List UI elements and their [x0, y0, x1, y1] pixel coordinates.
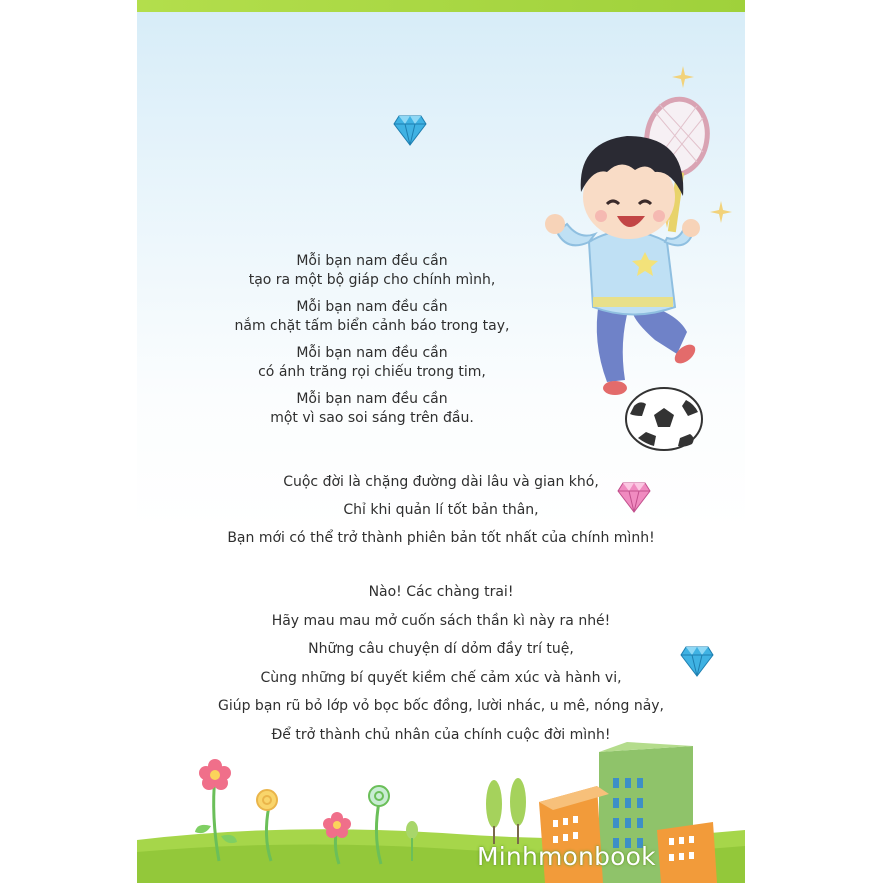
poem-line: Mỗi bạn nam đều cần	[296, 391, 448, 407]
book-page	[137, 0, 745, 883]
poem-line: nắm chặt tấm biển cảnh báo trong tay,	[234, 318, 510, 334]
top-green-border	[137, 0, 745, 12]
poem-stanza-3	[137, 578, 745, 749]
trees	[482, 776, 532, 846]
watermark-brand: Minhmonbook	[477, 842, 656, 871]
poem-line: Những câu chuyện dí dỏm đầy trí tuệ,	[308, 641, 574, 657]
diamond-icon	[680, 645, 714, 677]
poem-line: Để trở thành chủ nhân của chính cuộc đời mình!	[271, 726, 611, 743]
poem-line: Giúp bạn rũ bỏ lớp vỏ bọc bốc đồng, lười nhác, u mê, nóng nảy,	[217, 698, 665, 714]
poem-line: Chỉ khi quản lí tốt bản thân,	[343, 502, 539, 518]
poem-line: Cuộc đời là chặng đường dài lâu và gian khó,	[283, 474, 599, 490]
soccer-ball	[624, 386, 704, 452]
poem-line: Nào! Các chàng trai!	[368, 584, 514, 600]
poem-line: Mỗi bạn nam đều cần	[296, 253, 448, 269]
poem-line: Mỗi bạn nam đều cần	[296, 299, 448, 315]
poem-line: một vì sao soi sáng trên đầu.	[270, 410, 474, 426]
sparkle-icon	[672, 66, 694, 88]
poem-line: tạo ra một bộ giáp cho chính mình,	[248, 272, 496, 288]
poem-line: Mỗi bạn nam đều cần	[296, 345, 448, 361]
poem-line: Cùng những bí quyết kiềm chế cảm xúc và hành vi,	[260, 669, 622, 686]
diamond-icon	[617, 481, 651, 513]
poem-stanza-2	[137, 468, 745, 552]
boy-with-tennis-racket	[537, 92, 717, 402]
flowers	[193, 756, 423, 866]
diamond-icon	[393, 114, 427, 146]
poem-line: Hãy mau mau mở cuốn sách thần kì này ra nhé!	[271, 612, 611, 629]
poem-line: có ánh trăng rọi chiếu trong tim,	[258, 364, 486, 380]
poem-line: Bạn mới có thể trở thành phiên bản tốt nhất của chính mình!	[227, 530, 655, 546]
